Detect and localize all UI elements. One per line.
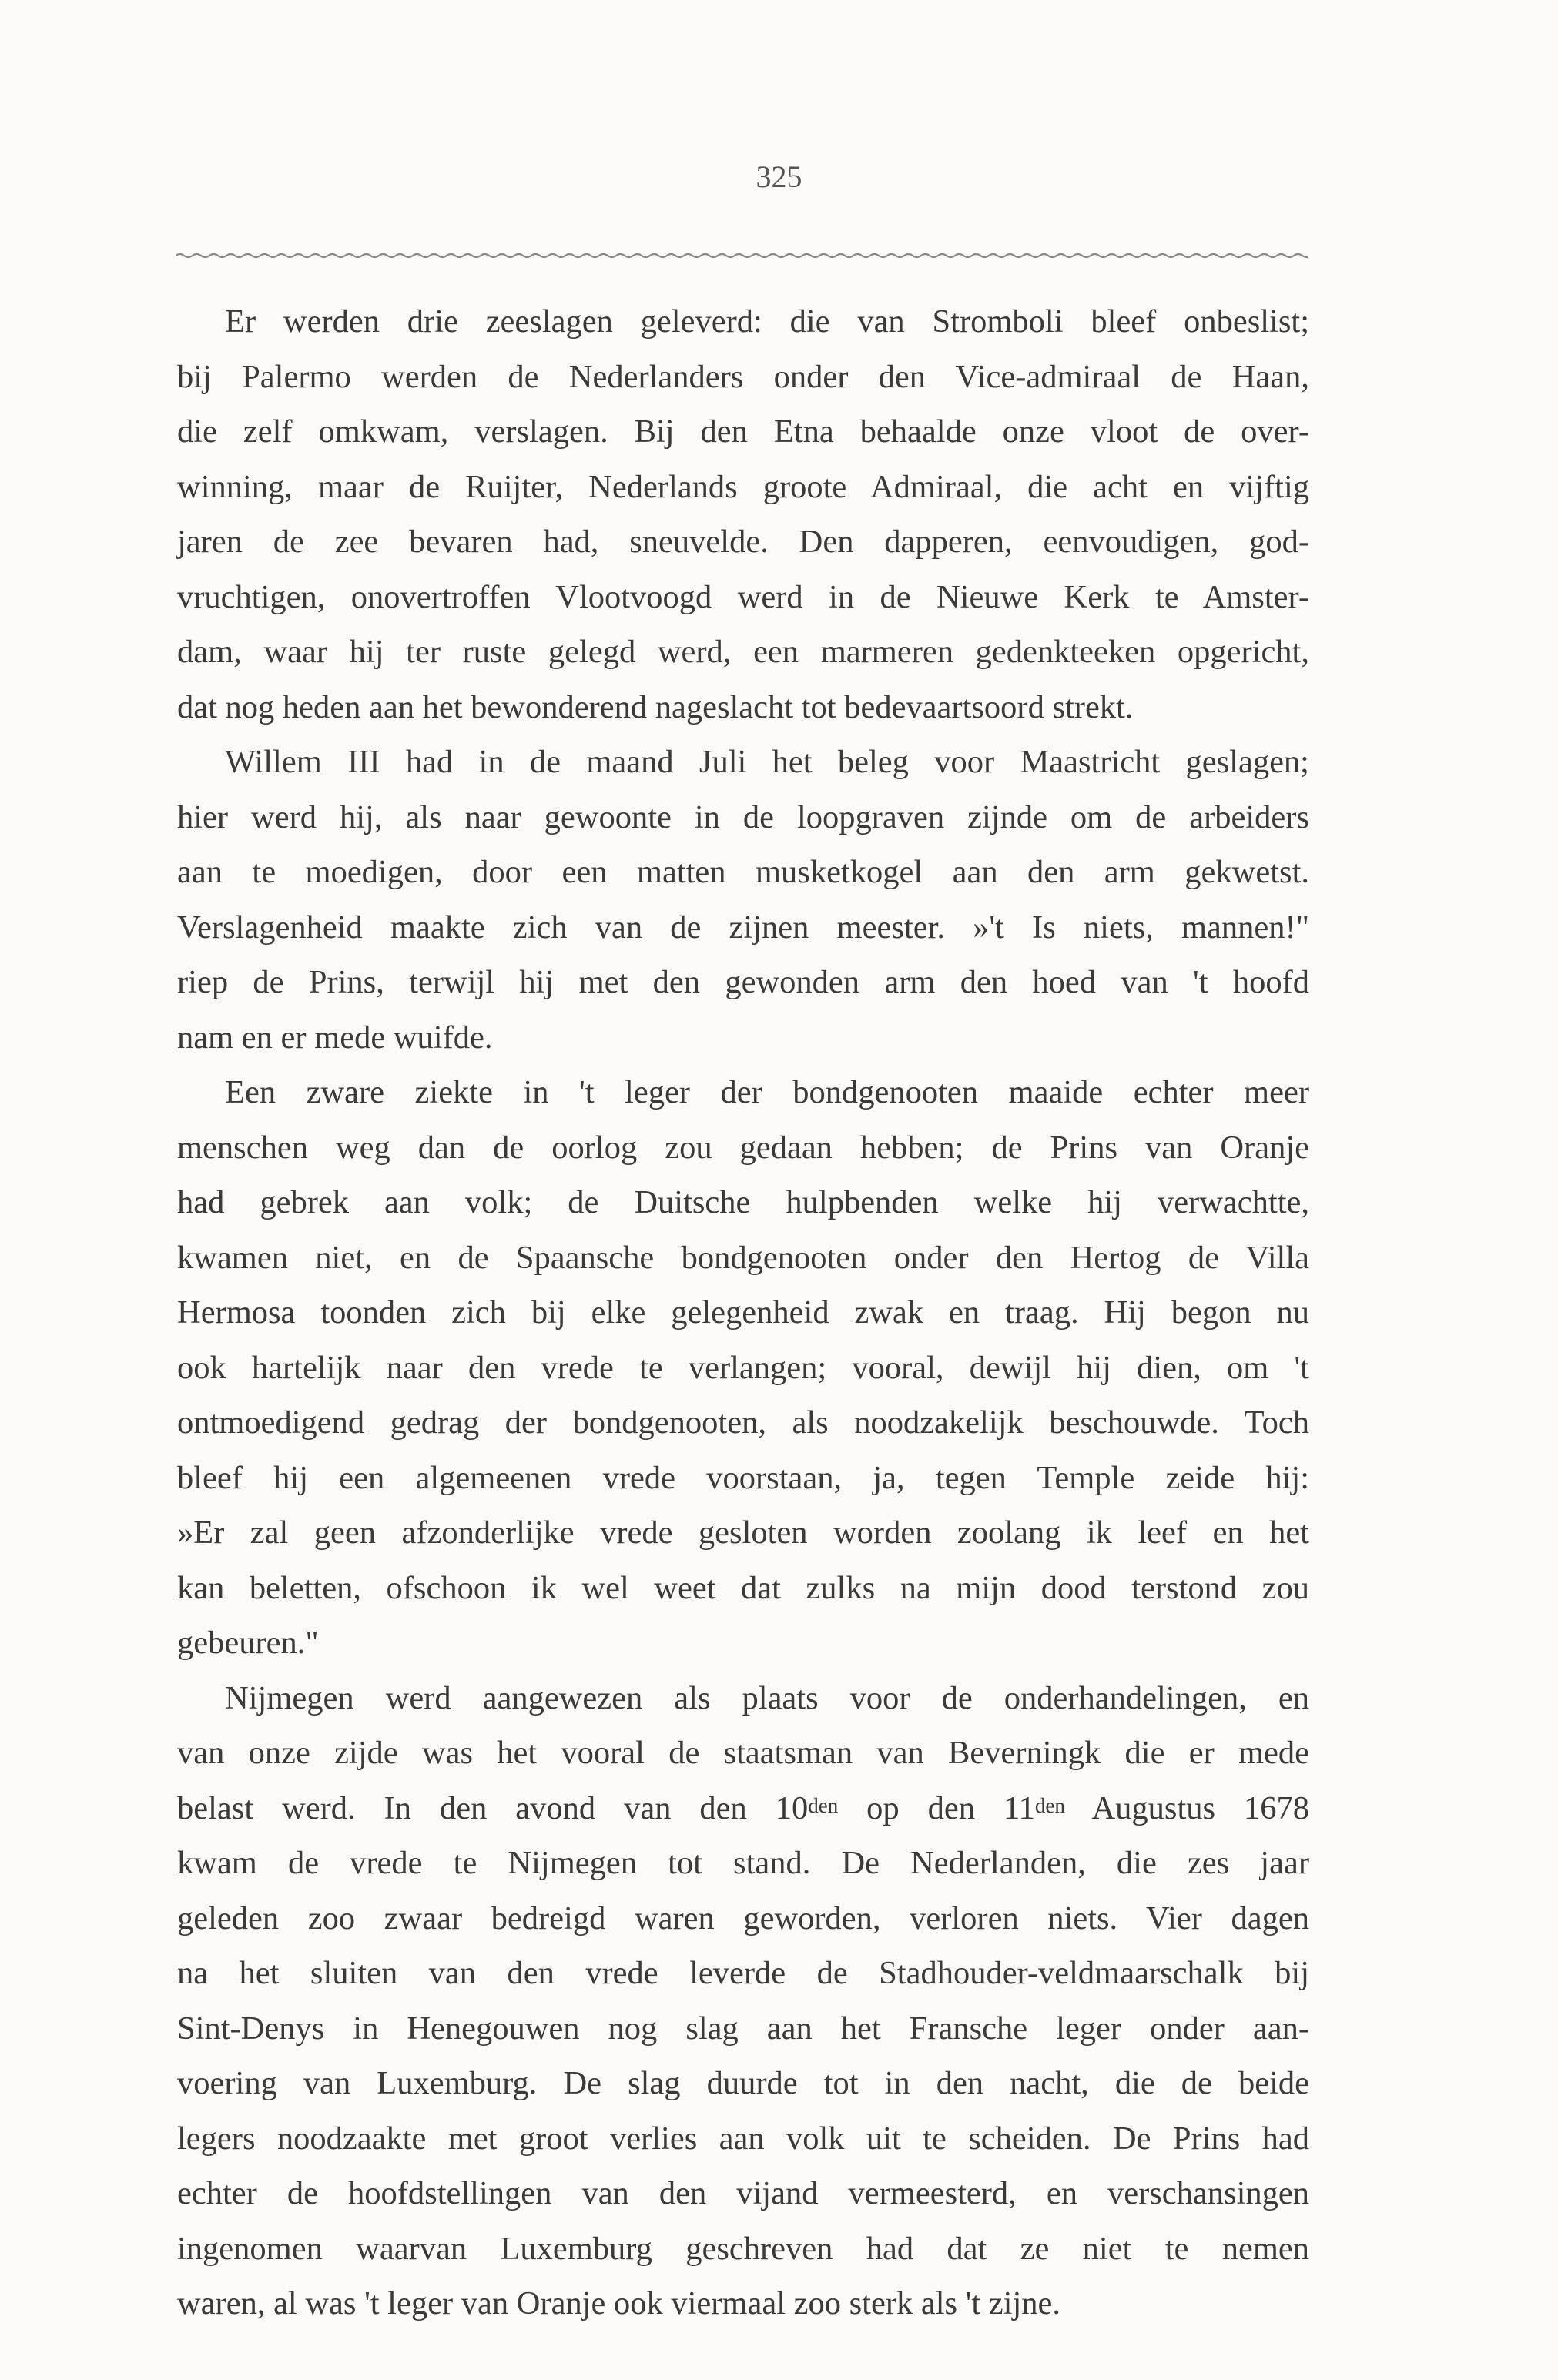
line-segment: op den 11	[838, 1789, 1035, 1826]
text-line: legers noodzaakte met groot verlies aan volk uit te scheiden. De Prins had	[177, 2120, 1309, 2157]
paragraph-3	[177, 1065, 1309, 1671]
text-line: ingenomen waarvan Luxemburg geschreven had dat ze niet te nemen	[177, 2230, 1309, 2267]
body-text	[177, 294, 1309, 2331]
text-line: gebeuren."	[177, 1625, 319, 1661]
text-line: menschen weg dan de oorlog zou gedaan hebben; de Prins van Oranje	[177, 1129, 1309, 1166]
text-line: Sint-Denys in Henegouwen nog slag aan het Fransche leger onder aan-	[177, 2010, 1309, 2047]
ornamental-wavy-rule	[176, 249, 1308, 262]
text-line: bleef hij een algemeenen vrede voorstaan, ja, tegen Temple zeide hij:	[177, 1459, 1309, 1496]
text-line: jaren de zee bevaren had, sneuvelde. Den dapperen, eenvoudigen, god-	[177, 524, 1309, 560]
text-line: bij Palermo werden de Nederlanders onder den Vice-admiraal de Haan,	[177, 358, 1309, 395]
text-line: hier werd hij, als naar gewoonte in de loopgraven zijnde om de arbeiders	[177, 798, 1309, 835]
text-line: Willem III had in de maand Juli het beleg voor Maastricht geslagen;	[225, 744, 1309, 780]
text-line: waren, al was 't leger van Oranje ook viermaal zoo sterk als 't zijne.	[177, 2285, 1061, 2321]
text-line: van onze zijde was het vooral de staatsman van Beverningk die er mede	[177, 1735, 1309, 1771]
text-line: riep de Prins, terwijl hij met den gewonden arm den hoed van 't hoofd	[177, 964, 1309, 1000]
text-line: na het sluiten van den vrede leverde de Stadhouder-veldmaarschalk bij	[177, 1955, 1309, 1991]
text-line: kwam de vrede te Nijmegen tot stand. De Nederlanden, die zes jaar	[177, 1845, 1309, 1881]
line-segment: Augustus 1678	[1064, 1789, 1310, 1826]
text-line: Hermosa toonden zich bij elke gelegenheid zwak en traag. Hij begon nu	[177, 1294, 1309, 1331]
paragraph-1	[177, 294, 1309, 735]
text-line: Verslagenheid maakte zich van de zijnen meester. »'t Is niets, mannen!"	[177, 909, 1309, 946]
paragraph-4	[177, 1671, 1309, 2331]
line-segment: belast werd. In den avond van den 10	[177, 1789, 809, 1826]
text-line: had gebrek aan volk; de Duitsche hulpbenden welke hij verwachtte,	[177, 1184, 1309, 1220]
text-line: »Er zal geen afzonderlijke vrede gesloten worden zoolang ik leef en het	[177, 1515, 1309, 1551]
text-line: ook hartelijk naar den vrede te verlangen; vooral, dewijl hij dien, om 't	[177, 1349, 1309, 1386]
text-line: kwamen niet, en de Spaansche bondgenooten onder den Hertog de Villa	[177, 1239, 1309, 1276]
paragraph-2	[177, 735, 1309, 1065]
text-line: vruchtigen, onovertroffen Vlootvoogd werd in de Nieuwe Kerk te Amster-	[177, 578, 1309, 615]
text-line: winning, maar de Ruijter, Nederlands groote Admiraal, die acht en vijftig	[177, 468, 1309, 505]
text-line-with-superscripts	[177, 1781, 1309, 1836]
text-line: Nijmegen werd aangewezen als plaats voor de onderhandelingen, en	[225, 1679, 1309, 1716]
text-line: aan te moedigen, door een matten musketkogel aan den arm gekwetst.	[177, 854, 1309, 890]
text-line: die zelf omkwam, verslagen. Bij den Etna behaalde onze vloot de over-	[177, 413, 1309, 450]
text-line: Een zware ziekte in 't leger der bondgenooten maaide echter meer	[225, 1074, 1309, 1110]
text-line: kan beletten, ofschoon ik wel weet dat zulks na mijn dood terstond zou	[177, 1569, 1309, 1606]
text-line: Er werden drie zeeslagen geleverd: die van Stromboli bleef onbeslist;	[225, 303, 1309, 340]
page-number: 325	[756, 159, 802, 194]
text-line: ontmoedigend gedrag der bondgenooten, als noodzakelijk beschouwde. Toch	[177, 1404, 1309, 1441]
superscript: den	[1034, 1793, 1065, 1817]
text-line: nam en er mede wuifde.	[177, 1019, 493, 1056]
text-line: geleden zoo zwaar bedreigd waren geworden, verloren niets. Vier dagen	[177, 1900, 1309, 1936]
text-line: voering van Luxemburg. De slag duurde tot in den nacht, die de beide	[177, 2065, 1309, 2101]
text-line: dam, waar hij ter ruste gelegd werd, een marmeren gedenkteeken opgericht,	[177, 634, 1309, 670]
text-line: dat nog heden aan het bewonderend nageslacht tot bedevaartsoord strekt.	[177, 688, 1134, 725]
superscript: den	[808, 1793, 839, 1817]
text-line: echter de hoofdstellingen van den vijand vermeesterd, en verschansingen	[177, 2175, 1309, 2211]
